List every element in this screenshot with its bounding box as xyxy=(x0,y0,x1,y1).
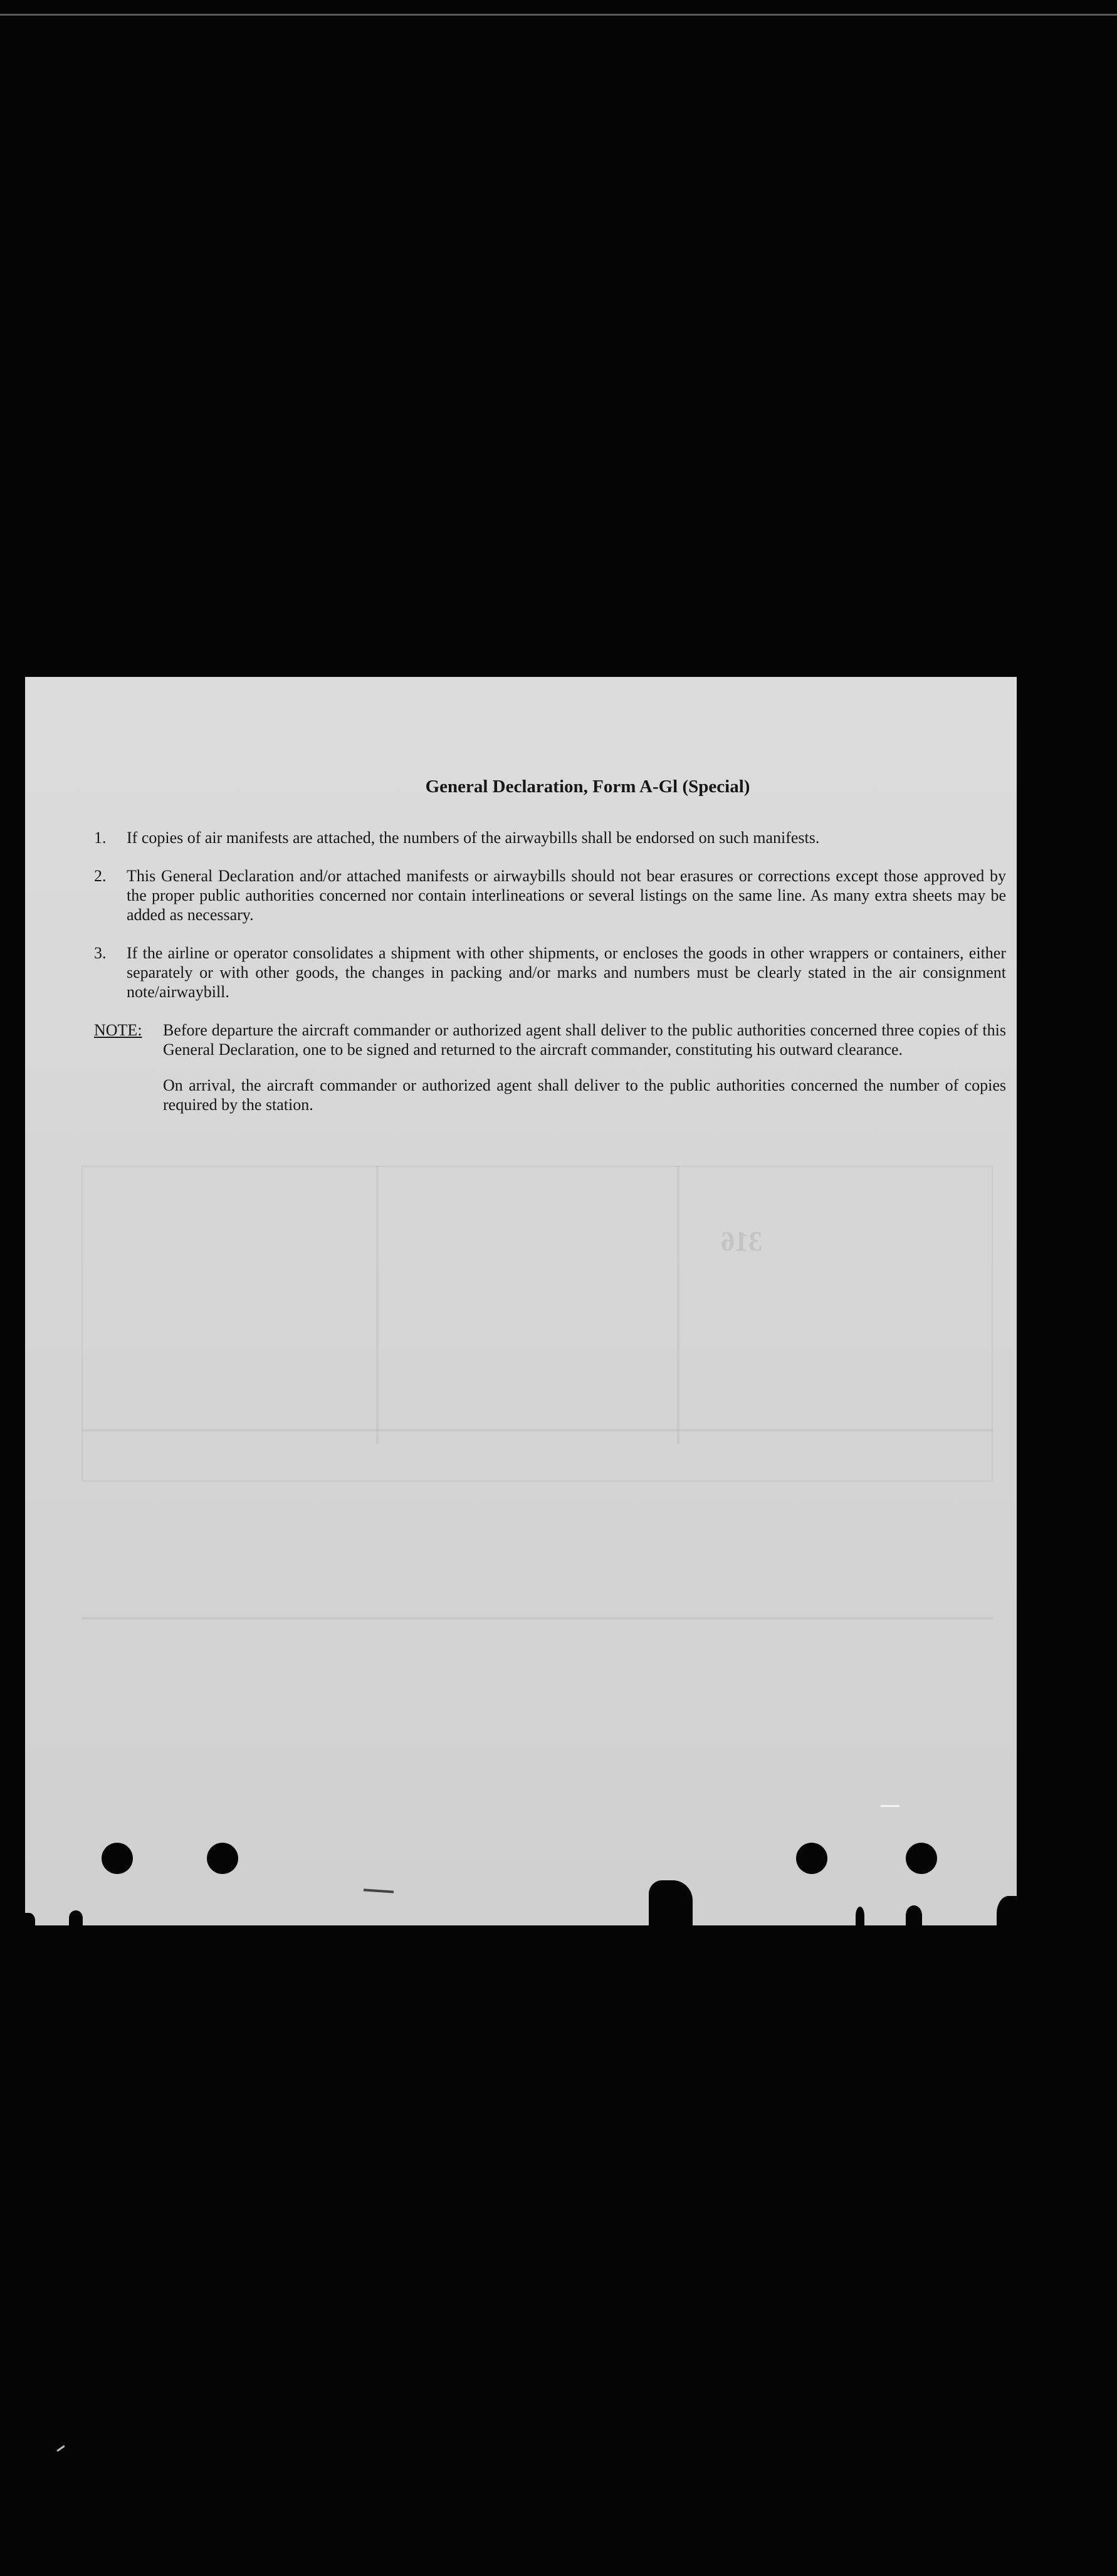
declaration-body xyxy=(94,777,1006,1114)
show-through-number: 316 xyxy=(721,1226,762,1257)
punch-hole xyxy=(906,1843,937,1874)
paper-tear xyxy=(25,1913,35,1925)
show-through-rule xyxy=(81,1617,993,1620)
item-text: If the airline or operator consolidates a shipment with other shipments, or encloses the goods in other wrappers or containers, either separately or with other goods, the changes in packing and/or marks and numbers must be clearly stated in the air consignment note/airwaybill. xyxy=(127,944,1006,1001)
paper-tear xyxy=(906,1905,922,1925)
show-through-rule xyxy=(81,1429,993,1432)
item-number: 3. xyxy=(94,944,107,962)
list-item xyxy=(94,828,1006,847)
scratch-mark xyxy=(881,1805,899,1807)
show-through-rule xyxy=(677,1166,679,1444)
item-number: 1. xyxy=(94,829,107,847)
list-item xyxy=(94,866,1006,924)
note-block xyxy=(94,1020,1006,1059)
item-number: 2. xyxy=(94,867,107,885)
show-through-rule xyxy=(376,1166,379,1444)
paper-tear xyxy=(649,1880,693,1925)
note-label: NOTE: xyxy=(94,1021,142,1039)
item-text: This General Declaration and/or attached manifests or airwaybills should not bear erasures or corrections except those approved by the proper public authorities concerned nor contain interlineations or several listings on the same line. As many extra sheets may be added as necessary. xyxy=(127,867,1006,924)
punch-hole xyxy=(102,1843,133,1874)
paper-tear xyxy=(997,1896,1017,1925)
note-text: Before departure the aircraft commander or authorized agent shall deliver to the public authorities concerned three copies of this General Declaration, one to be signed and returned to the aircraft commander, constituting his outward clearance. xyxy=(163,1021,1006,1059)
show-through-box xyxy=(81,1166,993,1482)
top-film-edge xyxy=(0,14,1117,16)
list-item xyxy=(94,943,1006,1002)
document-page xyxy=(25,677,1017,1925)
punch-hole xyxy=(207,1843,238,1874)
paper-tear xyxy=(69,1910,83,1925)
paper-tear xyxy=(856,1907,864,1925)
punch-hole xyxy=(796,1843,827,1874)
film-speck xyxy=(56,2445,65,2451)
note-followup-text: On arrival, the aircraft commander or authorized agent shall deliver to the public authorities concerned the number of copies required by the station. xyxy=(163,1076,1006,1114)
page-title: General Declaration, Form A-Gl (Special) xyxy=(425,777,750,797)
item-text: If copies of air manifests are attached, the numbers of the airwaybills shall be endorsed on such manifests. xyxy=(127,829,820,847)
scratch-mark xyxy=(364,1888,394,1893)
